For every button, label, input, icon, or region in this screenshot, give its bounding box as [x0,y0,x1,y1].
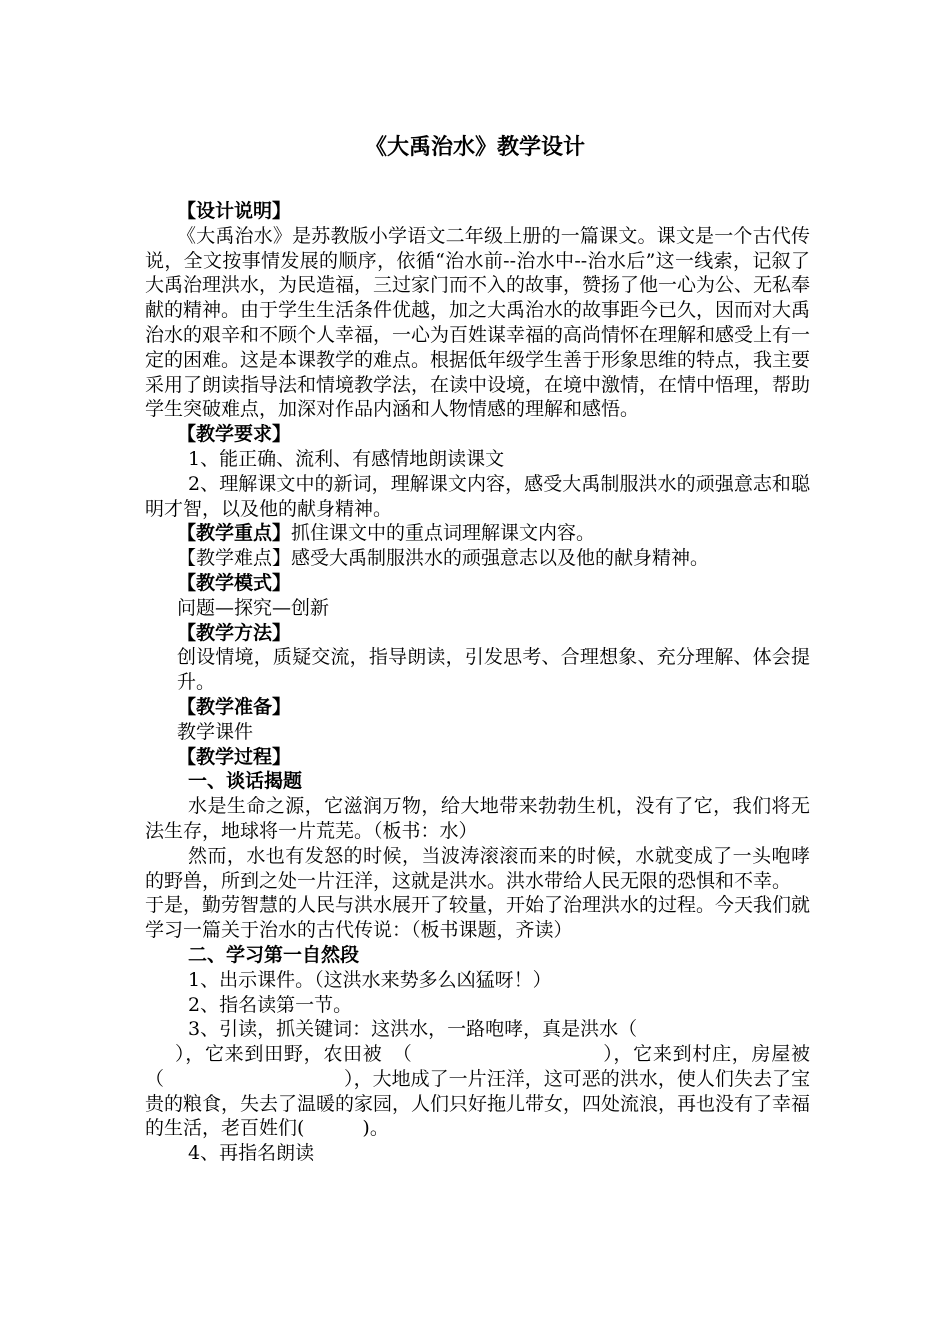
item-3-part-c: ），它来到村庄，房屋被 （ [145,1043,829,1090]
section-2-item-3 [145,1017,829,1141]
item-3-part-d: ），大地成了一片汪洋，这可恶的洪水，使人们失去了宝贵的粮食，失去了温暖的家园，人们只好拖儿带女，四处流浪，再也没有了幸福的生活，老百姓们( [145,1067,811,1140]
preparation-text: 教学课件 [177,720,254,743]
section-2-heading: 二、学习第一自然段 [188,943,360,966]
requirement-1: 1、能正确、流利、有感情地朗读课文 [188,447,505,470]
difficulty-line [145,546,810,571]
section-1-paragraph-3: 于是，勤劳智慧的人民与洪水展开了较量，开始了治理洪水的过程。今天我们就学习一篇关于治水的古代传说：（板书课题，齐读） [145,894,811,942]
section-1-paragraph-1: 水是生命之源，它滋润万物，给大地带来勃勃生机，没有了它，我们将无法生存，地球将一片荒芜。（板书：水） [145,795,810,842]
difficulty-text: 感受大禹制服洪水的顽强意志以及他的献身精神。 [291,547,710,570]
section-1-heading: 一、谈话揭题 [188,770,303,793]
method-heading: 【教学方法】 [177,621,292,644]
mode-heading: 【教学模式】 [177,571,292,594]
design-paragraph: 《大禹治水》是苏教版小学语文二年级上册的一篇课文。课文是一个古代传说，全文按事情发展的顺序，依循“治水前--治水中--治水后”这一线索，记叙了大禹治理洪水，为民造福，三过家门而不入的故事，赞扬了他一心为公、无私奉献的精神。由于学生生活条件优越，加之大禹治水的故事距今已久，因而对大禹治水的艰辛和不顾个人幸福，一心为百姓谋幸福的高尚情怀在理解和感受上有一定的困难。这是本课教学的难点。根据低年级学生善于形象思维的特点，我主要采用了朗读指导法和情境教学法，在读中设境，在境中激情，在情中悟理，帮助学生突破难点，加深对作品内涵和人物情感的理解和感悟。 [145,224,811,421]
requirement-2: 2、理解课文中的新词，理解课文内容，感受大禹制服洪水的顽强意志和聪明才智，以及他的献身精神。 [145,472,810,520]
process-heading: 【教学过程】 [177,745,292,768]
section-2-item-2: 2、指名读第一节。 [188,993,353,1016]
section-1-paragraph-2: 然而，水也有发怒的时候，当波涛滚滚而来的时候，水就变成了一头咆哮的野兽，所到之处一片汪洋，这就是洪水。洪水带给人民无限的恐惧和不幸。 [145,844,810,892]
doc-body [145,199,829,1166]
preparation-heading: 【教学准备】 [177,695,292,718]
method-text: 创设情境，质疑交流，指导朗读，引发思考、合理想象、充分理解、体会提升。 [177,646,810,694]
key-point-text: 抓住课文中的重点词理解课文内容。 [291,522,596,545]
section-2-item-1: 1、出示课件。（这洪水来势多么凶猛呀！） [188,968,552,991]
item-3-part-b: ），它来到田野，农田被 （ [175,1043,413,1066]
difficulty-heading: 【教学难点】 [177,547,292,570]
doc-title: 《大禹治水》教学设计 [364,135,585,160]
mode-text: 问题—探究—创新 [177,596,330,619]
item-3-part-e: )。 [362,1117,389,1140]
item-3-part-a: 3、引读，抓关键词：这洪水，一路咆哮，真是洪水（ [188,1018,638,1041]
key-point-heading: 【教学重点】 [177,522,292,545]
section-2-item-4: 4、再指名朗读 [188,1142,315,1165]
requirements-heading: 【教学要求】 [177,423,292,446]
design-heading: 【设计说明】 [177,200,292,222]
key-point-line [145,521,810,546]
